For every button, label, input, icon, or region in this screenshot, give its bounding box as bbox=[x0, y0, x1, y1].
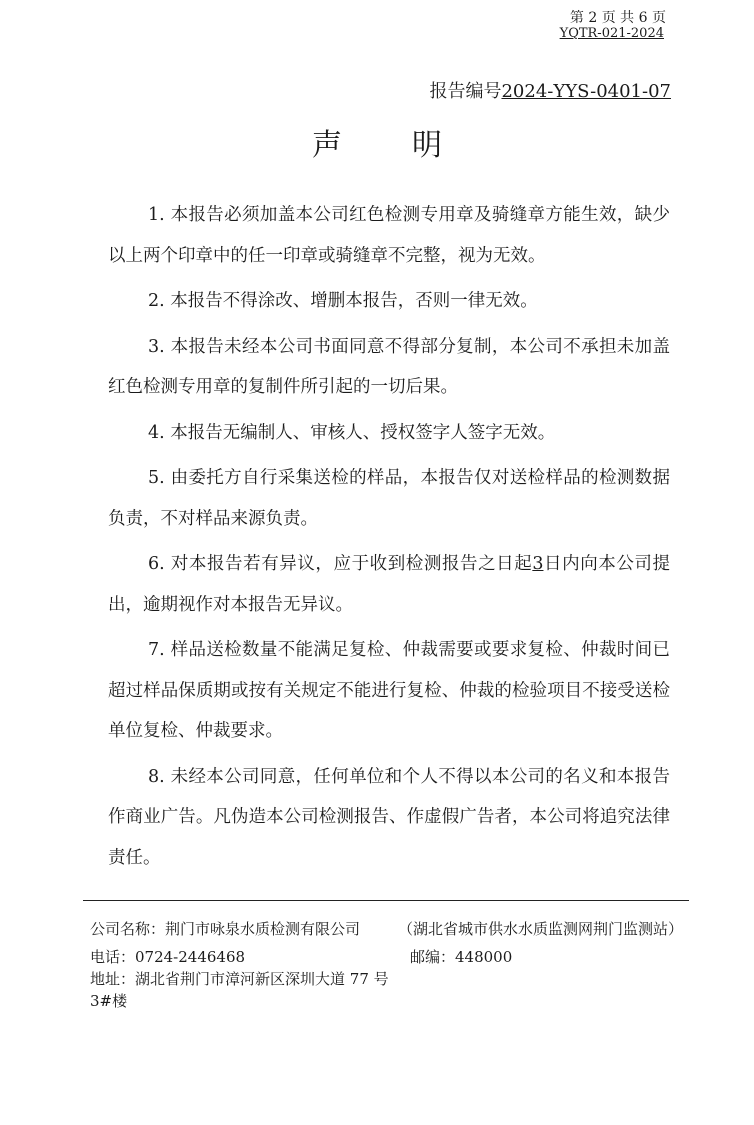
clause-6 bbox=[108, 544, 670, 625]
clause-7: 7. 样品送检数量不能满足复检、仲裁需要或要求复检、仲裁时间已超过样品保质期或按有关规定不能进行复检、仲裁的检验项目不接受送检单位复检、仲裁要求。 bbox=[108, 640, 670, 741]
form-code: YQTR-021-2024 bbox=[559, 26, 664, 41]
clause-6-end: 日内向本公司提出，逾期视作对本报告无异议。 bbox=[108, 554, 670, 615]
objection-days: 3 bbox=[532, 554, 544, 574]
clause-6-start: 6. 对本报告若有异议，应于收到检测报告之日起 bbox=[148, 554, 533, 574]
footer-address: 地址：湖北省荆门市漳河新区深圳大道 77 号 3#楼 bbox=[90, 970, 389, 1010]
footer-station: （湖北省城市供水水质监测网荆门监测站） bbox=[398, 920, 684, 938]
footer-company: 公司名称：荆门市咏泉水质检测有限公司 bbox=[90, 920, 361, 938]
clause-4: 4. 本报告无编制人、审核人、授权签字人签字无效。 bbox=[148, 422, 556, 443]
declaration-clauses bbox=[108, 195, 670, 883]
report-number-line bbox=[429, 80, 671, 104]
page-title: 声明 bbox=[312, 128, 512, 163]
footer-phone: 电话：0724-2446468 bbox=[90, 948, 246, 966]
clause-1: 1. 本报告必须加盖本公司红色检测专用章及骑缝章方能生效，缺少以上两个印章中的任一印章或骑缝章不完整，视为无效。 bbox=[108, 205, 670, 266]
report-number: 2024-YYS-0401-07 bbox=[501, 81, 671, 102]
clause-2: 2. 本报告不得涂改、增删本报告，否则一律无效。 bbox=[148, 291, 538, 311]
clause-3: 3. 本报告未经本公司书面同意不得部分复制，本公司不承担未加盖红色检测专用章的复制件所引起的一切后果。 bbox=[108, 336, 670, 397]
report-number-label: 报告编号 bbox=[429, 81, 502, 102]
footer-postal-code: 邮编：448000 bbox=[410, 948, 513, 966]
footer-divider bbox=[83, 900, 689, 901]
clause-5: 5. 由委托方自行采集送检的样品，本报告仅对送检样品的检测数据负责，不对样品来源负责。 bbox=[108, 468, 670, 529]
page-number: 第 2 页 共 6 页 bbox=[569, 10, 666, 26]
clause-8: 8. 未经本公司同意，任何单位和个人不得以本公司的名义和本报告作商业广告。凡伪造本公司检测报告、作虚假广告者，本公司将追究法律责任。 bbox=[108, 766, 670, 868]
